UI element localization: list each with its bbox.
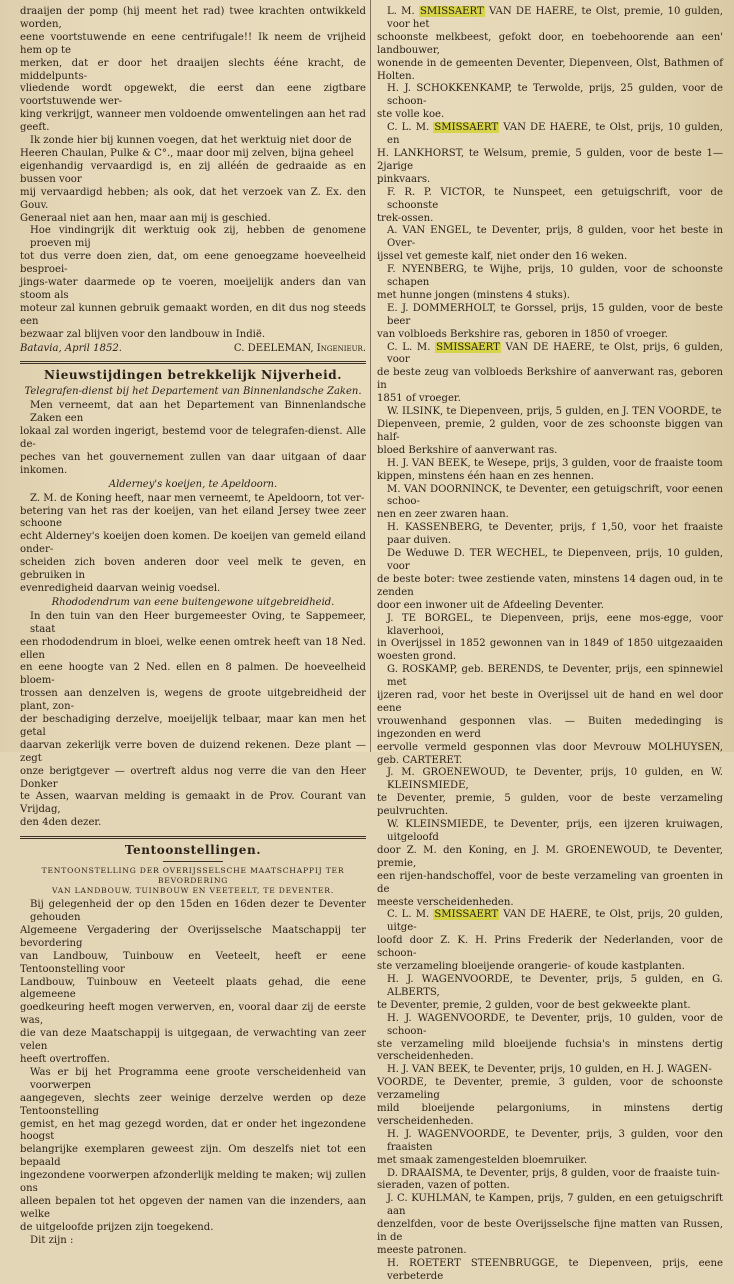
text-line: belangrijke exemplaren geweest zijn. Om deszelfs niet tot een bepaald xyxy=(20,1144,366,1169)
prize-line: ste volle koe. xyxy=(377,109,445,121)
telegraph-heading: Telegrafen-dienst bij het Departement van Binnenlandsche Zaken. xyxy=(24,386,362,398)
text-line: ingezondene voorwerpen afzonderlijk melding te maken; wij zullen ons xyxy=(20,1170,366,1195)
prize-line: J. C. KUHLMAN, te Kampen, prijs, 7 gulden, en een getuigschrift aan xyxy=(387,1193,723,1218)
prize-line: te Deventer, premie, 2 gulden, voor de best gekweekte plant. xyxy=(377,999,691,1011)
text-line: den 4den dezer. xyxy=(20,817,102,829)
prize-line: H. LANKHORST, te Welsum, premie, 5 gulden, voor de beste 1—2jarige xyxy=(377,147,723,172)
prize-line: de beste zeug van volbloeds Berkshire of aanverwant ras, geboren in xyxy=(377,367,723,392)
prize-line: vrouwenhand gesponnen vlas. — Buiten mededinging is ingezonden en werd xyxy=(377,715,723,740)
text-line: Ik zonde hier bij kunnen voegen, dat het werktuig niet door de xyxy=(30,135,352,147)
text-line: van Landbouw, Tuinbouw en Veeteelt, heeft er eene Tentoonstelling voor xyxy=(20,950,366,975)
prize-line: W. ILSINK, te Diepenveen, prijs, 5 gulden, en J. TEN VOORDE, te xyxy=(387,406,722,418)
text-line: draaijen der pomp (hij meent het rad) twee krachten ontwikkeld worden, xyxy=(20,6,366,30)
text-line: mij vervaardigd hebben; als ook, dat het verzoek van Z. Ex. den Gouv. xyxy=(20,186,366,211)
section-divider xyxy=(20,836,366,839)
prize-line: C. L. M. SMISSAERT VAN DE HAERE, te Olst, prijs, 10 gulden, en xyxy=(387,122,723,147)
text-line: aangegeven, slechts zeer weinige derzelve werden op deze Tentoonstelling xyxy=(20,1092,366,1117)
paragraph-2 xyxy=(20,135,366,148)
prize-line: kippen, minstens één haan en zes hennen. xyxy=(377,470,594,482)
prize-line: schoonste melkbeest, gefokt door, en toebehoorende aan een' landbouwer, xyxy=(377,31,723,56)
text-line: peches van het gouvernement zullen van daar uitgaan of daar inkomen. xyxy=(20,451,366,476)
prize-line: H. J. SCHOKKENKAMP, te Terwolde, prijs, 25 gulden, voor de schoon- xyxy=(387,83,723,108)
text-line: daarvan zekerlijk verre boven de duizend rekenen. Deze plant — zegt xyxy=(20,739,366,764)
prize-line: ste verzameling bloeijende orangerie- of koude kastplanten. xyxy=(377,961,685,973)
text-line: lokaal zal worden ingerigt, bestemd voor de telegrafen-dienst. Alle de- xyxy=(20,426,366,450)
text-line: Bij gelegenheid der op den 15den en 16den dezer te Deventer gehouden xyxy=(30,899,366,923)
prize-line: H. J. VAN BEEK, te Deventer, prijs, 10 gulden, en H. J. WAGEN- xyxy=(387,1064,712,1076)
text-line: bezwaar zal blijven voor den landbouw in Indië. xyxy=(20,328,266,340)
text-line: eene voortstuwende en eene centrifugale!! Ik neem de vrijheid hem op te xyxy=(20,31,366,56)
signature-name: C. DEELEMAN, Ingenieur. xyxy=(233,342,366,354)
text-line: Heeren Chaulan, Pulke & C°., maar door mij zelven, bijna geheel xyxy=(20,147,354,159)
text-line: Dit zijn : xyxy=(30,1234,74,1246)
prize-line: H. J. VAN BEEK, te Wesepe, prijs, 3 gulden, voor de fraaiste toom xyxy=(387,457,723,469)
prize-line: De Weduwe D. TER WECHEL, te Diepenveen, prijs, 10 gulden, voor xyxy=(387,548,723,572)
highlighted-name: SMISSAERT xyxy=(419,6,484,17)
prize-line: mild bloeijende pelargoniums, in minstens dertig verscheidenheden. xyxy=(377,1103,723,1127)
prize-line: wonende in de gemeenten Deventer, Diepenveen, Olst, Bathmen of Holten. xyxy=(377,57,723,82)
prize-line: van volbloeds Berkshire ras, geboren in 1850 of vroeger. xyxy=(377,328,668,340)
rhododendrum-heading: Rhododendrum van eene buitengewone uitgebreidheid. xyxy=(51,596,335,608)
text-line: vliedende wordt opgewekt, die eerst dan eene zigtbare voortstuwende wer- xyxy=(20,83,366,108)
prize-line: Diepenveen, premie, 2 gulden, voor de zes schoonste biggen van half- xyxy=(377,419,723,443)
prize-line: sieraden, vazen of potten. xyxy=(377,1180,510,1192)
caps-line: TENTOONSTELLING DER OVERIJSSELSCHE MAATSCHAPPIJ TER BEVORDERING xyxy=(41,866,345,886)
prize-line: denzelfden, voor de beste Overijsselsche fijne matten van Russen, in de xyxy=(377,1219,723,1244)
signature xyxy=(20,343,366,356)
text-line: Hoe vindingrijk dit werktuig ook zij, hebben de genomene proeven mij xyxy=(30,225,366,250)
highlighted-name: SMISSAERT xyxy=(436,341,500,353)
exhibit-paragraph xyxy=(20,899,366,1067)
prize-list xyxy=(377,6,723,1284)
prize-line: ste verzameling mild bloeijende fuchsia's in minstens dertig verscheidenheden. xyxy=(377,1038,723,1063)
prize-line: J. TE BORGEL, te Diepenveen, prijs, eene mos-egge, voor klaverhooi, xyxy=(387,612,723,637)
text-line: de uitgeloofde prijzen zijn toegekend. xyxy=(20,1221,214,1233)
prize-line: C. L. M. SMISSAERT VAN DE HAERE, te Olst, prijs, 20 gulden, uitge- xyxy=(387,909,723,934)
text-line: Was er bij het Programma eene groote verscheidenheid van voorwerpen xyxy=(30,1066,366,1091)
text-line: alleen bepalen tot het opgeven der namen van die inzenders, aan welke xyxy=(20,1195,366,1220)
caps-line: VAN LANDBOUW, TUINBOUW EN VEETEELT, TE DEVENTER. xyxy=(51,886,335,896)
prize-line: bloed Berkshire of aanverwant ras. xyxy=(377,444,558,456)
prize-line: door Z. M. den Koning, en J. M. GROENEWOUD, te Deventer, premie, xyxy=(377,844,723,869)
prize-line: W. KLEINSMIEDE, te Deventer, prijs, een ijzeren kruiwagen, uitgeloofd xyxy=(387,819,723,843)
paragraph-2-body xyxy=(20,148,366,225)
prize-line: H. KASSENBERG, te Deventer, prijs, f 1,50, voor het fraaiste paar duiven. xyxy=(387,522,723,547)
prize-line: D. DRAAISMA, te Deventer, prijs, 8 gulden, voor de fraaiste tuin- xyxy=(387,1167,720,1179)
text-line: Z. M. de Koning heeft, naar men verneemt, te Apeldoorn, tot ver- xyxy=(30,492,365,504)
text-line: Generaal niet aan hen, maar aan mij is geschied. xyxy=(20,212,271,224)
highlighted-name: SMISSAERT xyxy=(434,122,499,134)
prize-line: F. NYENBERG, te Wijhe, prijs, 10 gulden, voor de schoonste schapen xyxy=(387,264,723,289)
text-line: die van deze Maatschappij is uitgegaan, de verwachting van zeer velen xyxy=(20,1028,366,1053)
prize-line: eervolle vermeld gesponnen vlas door Mevrouw MOLHUYSEN, geb. CARTERET. xyxy=(377,741,723,766)
prize-line: 1851 of vroeger. xyxy=(377,393,461,405)
text-line: onze berigtgever — overtreft aldus nog verre die van den Heer Donker xyxy=(20,765,366,790)
left-column xyxy=(20,6,366,1246)
text-line: der beschadiging derzelve, moeijelijk telbaar, maar kan men het getal xyxy=(20,714,366,738)
prize-line: trek-ossen. xyxy=(377,212,434,224)
text-line: jings-water daarmede op te voeren, moeijelijk anders dan van stoom als xyxy=(20,277,366,301)
right-column xyxy=(377,6,724,1282)
prize-line: meeste patronen. xyxy=(377,1245,467,1256)
prize-line: H. J. WAGENVOORDE, te Deventer, prijs, 5 gulden, en G. ALBERTS, xyxy=(387,973,723,998)
exhibit-caps-heading xyxy=(20,866,366,896)
prize-line: M. VAN DOORNINCK, te Deventer, een getuigschrift, voor eenen schoo- xyxy=(387,483,723,508)
prize-line: J. M. GROENEWOUD, te Deventer, prijs, 10 gulden, en W. KLEINSMIEDE, xyxy=(387,767,723,792)
telegraph-paragraph xyxy=(20,400,366,477)
prize-line: te Deventer, premie, 5 gulden, voor de beste verzameling peulvruchten. xyxy=(377,793,723,818)
prize-line: door een inwoner uit de Afdeeling Deventer. xyxy=(377,599,604,611)
prize-line: nen en zeer zwaren haan. xyxy=(377,509,509,521)
prize-line: H. J. WAGENVOORDE, te Deventer, prijs, 10 gulden, voor de schoon- xyxy=(387,1012,723,1037)
text-line: Men verneemt, dat aan het Departement van Binnenlandsche Zaken een xyxy=(30,400,366,425)
text-line: gemist, en het mag gezegd worden, dat er onder het ingezondene hoogst xyxy=(20,1118,366,1143)
exhibit-paragraph-2 xyxy=(20,1067,366,1248)
prize-line: H. ROETERT STEENBRUGGE, te Diepenveen, prijs, eene verbeterde xyxy=(387,1257,723,1282)
alderney-heading: Alderney's koeijen, te Apeldoorn. xyxy=(108,478,278,490)
highlighted-name: SMISSAERT xyxy=(434,909,499,921)
prize-line: C. L. M. SMISSAERT VAN DE HAERE, te Olst, prijs, 6 gulden, voor xyxy=(387,341,723,366)
text-line: trossen aan denzelven is, wegens de groote uitgebreidheid der plant, zon- xyxy=(20,688,366,713)
rhododendrum-paragraph xyxy=(20,611,366,830)
prize-line: A. VAN ENGEL, te Deventer, prijs, 8 gulden, voor het beste in Over- xyxy=(387,225,723,250)
prize-line: F. R. P. VICTOR, te Nunspeet, een getuigschrift, voor de schoonste xyxy=(387,186,723,211)
intro-paragraph xyxy=(20,6,366,135)
section-divider xyxy=(20,361,366,364)
text-line: goedkeuring heeft mogen verwerven, en, vooral daar zij de eerste was, xyxy=(20,1002,366,1027)
signature-place: Batavia, April 1852. xyxy=(20,342,123,354)
section-title-tentoonstellingen: Tentoonstellingen. xyxy=(124,843,262,858)
prize-line: met hunne jongen (minstens 4 stuks). xyxy=(377,289,570,301)
prize-line: een rijen-handschoffel, voor de beste verzameling van groenten in de xyxy=(377,870,723,895)
text-line: evenredigheid daarvan weinig voedsel. xyxy=(20,582,221,594)
text-line: tot dus verre doen zien, dat, om eene genoegzame hoeveelheid besproei- xyxy=(20,251,366,276)
prize-line: H. J. WAGENVOORDE, te Deventer, prijs, 3 gulden, voor den fraaisten xyxy=(387,1128,723,1153)
section-title-nieuwstijdingen: Nieuwstijdingen betrekkelijk Nijverheid. xyxy=(43,368,343,383)
column-divider xyxy=(370,0,371,752)
prize-line: in Overijssel in 1852 gewonnen van in 1849 of 1850 uitgezaaiden woesten grond. xyxy=(377,638,723,663)
prize-line: ijzeren rad, voor het beste in Overijssel uit de hand en wel door eene xyxy=(377,690,723,714)
prize-line: loofd door Z. K. H. Prins Frederik der Nederlanden, voor de schoon- xyxy=(377,935,723,960)
text-line: In den tuin van den Heer burgemeester Oving, te Sappemeer, staat xyxy=(30,610,366,635)
prize-line: G. ROSKAMP, geb. BERENDS, te Deventer, prijs, een spinnewiel met xyxy=(387,664,723,689)
paragraph-3 xyxy=(20,225,366,341)
prize-line: meeste verscheidenheden. xyxy=(377,896,514,908)
text-line: heeft overtroffen. xyxy=(20,1053,110,1065)
text-line: Landbouw, Tuinbouw en Veeteelt plaats gehad, die eene algemeene xyxy=(20,976,366,1001)
text-line: een rhododendrum in bloei, welke eenen omtrek heeft van 18 Ned. ellen xyxy=(20,636,366,661)
title-underline xyxy=(163,861,223,862)
text-line: Algemeene Vergadering der Overijsselsche Maatschappij ter bevordering xyxy=(20,924,366,949)
text-line: scheiden zich boven anderen door veel melk te geven, en gebruiken in xyxy=(20,557,366,582)
prize-line: met smaak zamengestelden bloemruiker. xyxy=(377,1154,588,1166)
text-line: te Assen, waarvan melding is gemaakt in de Prov. Courant van Vrijdag, xyxy=(20,791,366,816)
text-line: en eene hoogte van 2 Ned. ellen en 8 palmen. De hoeveelheid bloem- xyxy=(20,662,366,687)
prize-line: pinkvaars. xyxy=(377,173,431,185)
text-line: eigenhandig vervaardigd is, en zij alléén de gedraaide as en bussen voor xyxy=(20,160,366,185)
text-line: merken, dat er door het draaijen slechts ééne kracht, de middelpunts- xyxy=(20,57,366,82)
text-line: moteur zal kunnen gebruik gemaakt worden, en dit dus nog steeds een xyxy=(20,302,366,327)
alderney-paragraph xyxy=(20,493,366,596)
prize-line: de beste boter: twee zestiende vaten, minstens 14 dagen oud, in te zenden xyxy=(377,573,723,598)
text-line: betering van het ras der koeijen, van het eiland Jersey twee zeer schoone xyxy=(20,505,366,530)
text-line: echt Alderney's koeijen doen komen. De koeijen van gemeld eiland onder- xyxy=(20,531,366,556)
prize-line: ijssel vet gemeste kalf, niet onder den 16 weken. xyxy=(377,251,628,263)
prize-line: VOORDE, te Deventer, premie, 3 gulden, voor de schoonste verzameling xyxy=(377,1077,723,1102)
prize-line: E. J. DOMMERHOLT, te Gorssel, prijs, 15 gulden, voor de beste beer xyxy=(387,302,723,327)
text-line: king verkrijgt, wanneer men voldoende omwentelingen aan het rad geeft. xyxy=(20,109,366,134)
prize-line: L. M. SMISSAERT VAN DE HAERE, te Olst, premie, 10 gulden, voor het xyxy=(387,6,724,30)
